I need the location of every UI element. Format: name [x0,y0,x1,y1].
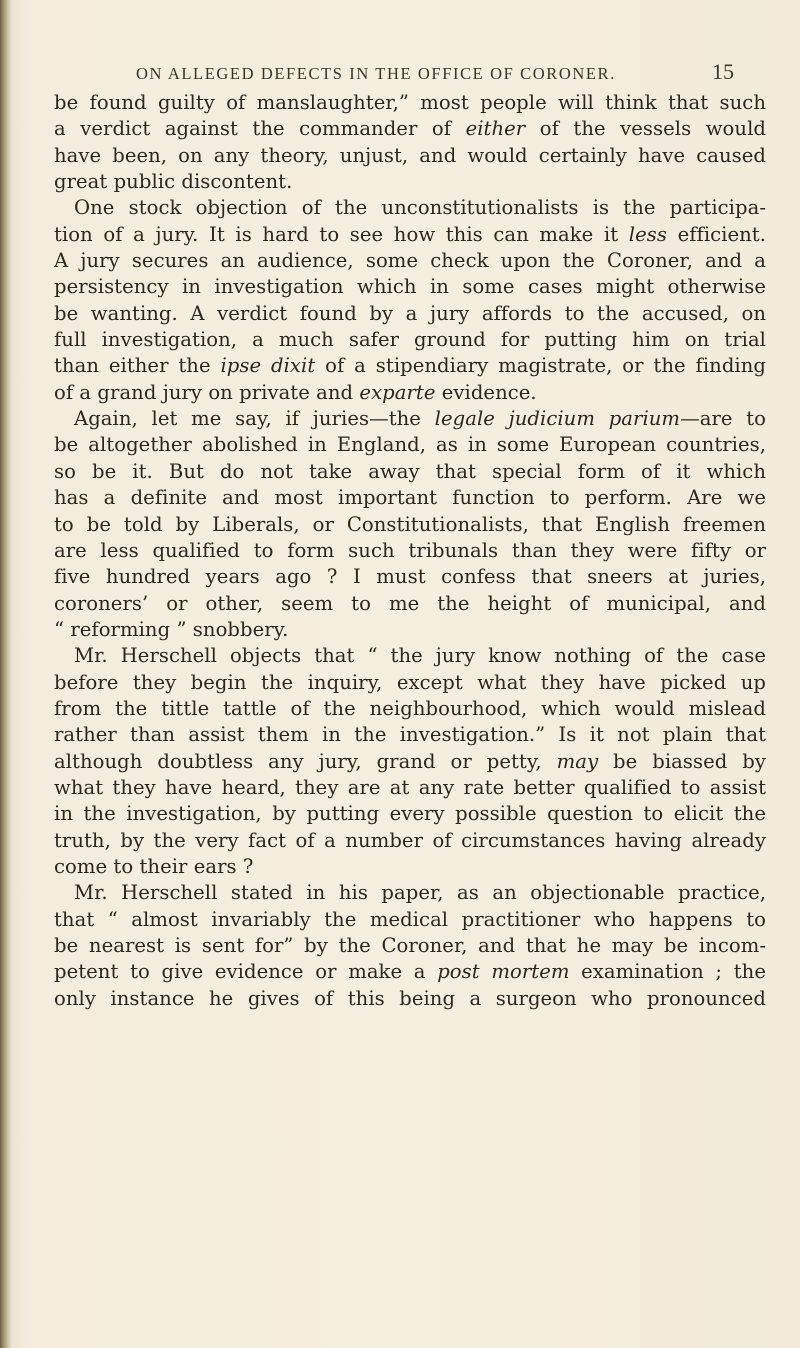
text-segment: be altogether abolished in England, as in some European countries, [54,433,766,457]
text-segment: only instance he gives of this being a surgeon who pronounced [54,986,766,1010]
text-line [54,617,766,643]
text-segment: Mr. Herschell stated in his paper, as an objectionable practice, [74,881,766,905]
binding-gutter [0,0,12,1348]
text-line [54,933,766,959]
text-line [54,432,766,458]
text-line [54,512,766,538]
text-line [54,90,766,116]
text-line [54,538,766,564]
text-line [54,643,766,669]
text-segment: coroners’ or other, seem to me the height of municipal, and [54,591,766,615]
text-segment: have been, on any theory, unjust, and would certainly have caused [54,143,766,167]
text-line [54,380,766,406]
text-segment: evidence. [435,380,537,404]
text-segment: of a grand jury on private and [54,380,360,404]
text-segment: One stock objection of the unconstitutionalists is the participa- [74,196,766,220]
text-line [54,116,766,142]
text-segment: tion of a jury. It is hard to see how this can make it [54,222,629,246]
text-line [54,195,766,221]
text-line [54,722,766,748]
text-line [54,880,766,906]
italic-phrase: legale judicium parium [434,407,681,431]
text-line [54,854,766,880]
text-segment: be biassed by [598,749,766,773]
text-line [54,169,766,195]
text-segment: in the investigation, by putting every possible question to elicit the [54,802,766,826]
italic-phrase: either [465,117,526,141]
text-line [54,327,766,353]
text-segment: A jury secures an audience, some check upon the Coroner, and a [54,249,766,273]
text-segment: Again, let me say, if juries—the [74,407,435,431]
italic-phrase: ipse dixit [220,354,316,378]
text-segment: that “ almost invariably the medical practitioner who happens to [54,907,766,931]
italic-phrase: exparte [359,380,436,404]
italic-phrase: post mortem [437,960,570,984]
running-title: ON ALLEGED DEFECTS IN THE OFFICE OF CORONER. [136,64,616,83]
text-line [54,959,766,985]
text-line [54,222,766,248]
text-segment: so be it. But do not take away that special form of it which [54,459,766,483]
italic-phrase: may [556,749,599,773]
text-segment: be found guilty of manslaughter,” most people will think that such [54,91,766,114]
text-line [54,696,766,722]
text-line [54,353,766,379]
text-segment: Mr. Herschell objects that “ the jury know nothing of the case [74,644,766,668]
text-segment: efficient. [666,222,766,246]
text-line [54,775,766,801]
text-segment: “ reforming ” snobbery. [54,617,289,641]
text-line [54,907,766,933]
text-segment: be nearest is sent for” by the Coroner, and that he may be incom- [54,934,766,957]
text-line [54,801,766,827]
text-line [54,591,766,617]
text-segment: before they begin the inquiry, except what they have picked up [54,670,766,694]
text-line [54,301,766,327]
text-segment: although doubtless any jury, grand or petty, [54,749,557,773]
page-number: 15 [712,59,734,84]
text-line [54,143,766,169]
text-line [54,670,766,696]
text-segment: be wanting. A verdict found by a jury affords to the accused, on [54,301,766,325]
text-segment: examination ; the [569,960,766,984]
text-line [54,459,766,485]
text-line [54,749,766,775]
text-line [54,485,766,511]
text-segment: petent to give evidence or make a [54,960,438,984]
text-segment: than either the [54,354,221,378]
text-segment: truth, by the very fact of a number of circumstances having already [54,828,766,852]
text-segment: great public discontent. [54,170,293,194]
text-segment: what they have heard, they are at any rate better qualified to assist [54,775,766,799]
text-segment: to be told by Liberals, or Constitutionalists, that English freemen [54,512,766,536]
text-line [54,274,766,300]
text-line [54,406,766,432]
page-header [0,60,800,90]
text-line [54,248,766,274]
text-line [54,828,766,854]
text-segment: are less qualified to form such tribunals than they were fifty or [54,538,766,562]
text-segment: from the tittle tattle of the neighbourhood, which would mislead [54,696,766,720]
text-segment: five hundred years ago ? I must confess that sneers at juries, [54,565,766,589]
text-segment: rather than assist them in the investigation.” Is it not plain that [54,723,766,747]
text-segment: —are to [680,407,766,431]
text-line [54,564,766,590]
text-segment: has a definite and most important function to perform. Are we [54,486,766,510]
italic-phrase: less [628,222,667,246]
text-line [54,986,766,1012]
body-text [54,90,766,1012]
text-segment: of a stipendiary magistrate, or the finding [315,354,766,378]
text-segment: of the vessels would [525,117,766,141]
text-segment: come to their ears ? [54,854,254,878]
text-segment: a verdict against the commander of [54,117,466,141]
text-segment: full investigation, a much safer ground for putting him on trial [54,328,766,352]
text-segment: persistency in investigation which in some cases might otherwise [54,275,766,299]
